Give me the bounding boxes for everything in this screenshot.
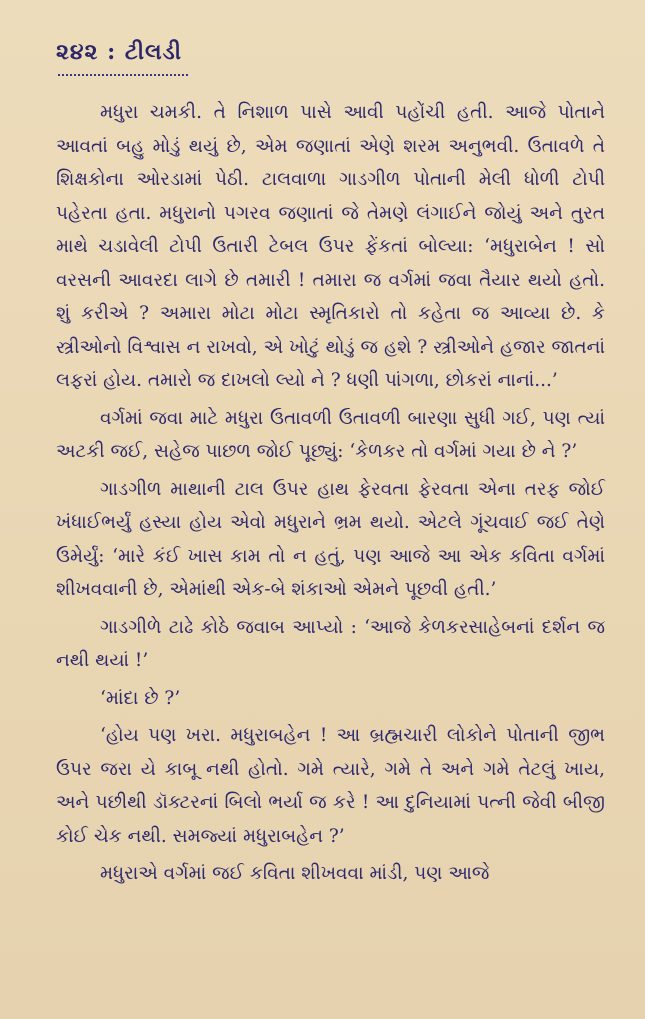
paragraph-1: મધુરા ચમકી. તે નિશાળ પાસે આવી પહોંચી હતી. આજે પોતાને આવતાં બહુ મોડું થયું છે, એમ જણાતાં એણે શરમ અનુભવી. ઉતાવળે તે શિક્ષકોના ઓરડામાં પેઠી. ટાલવાળા ગાડગીળ પોતાની મેલી ધોળી ટોપી પહેરતા હતા. મધુરાનો પગરવ જણાતાં જે તેમણે લંગાઈને જોયું અને તુરત માથે ચડાવેલી ટોપી ઉતારી ટેબલ ઉપર ફેંકતાં બોલ્યા: ‘મધુરાબેન ! સો વરસની આવરદા લાગે છે તમારી ! તમારા જ વર્ગમાં જવા તૈયાર થયો હતો. શું કરીએ ? અમારા મોટા મોટા સ્મૃતિકારો તો કહેતા જ આવ્યા છે. કે સ્ત્રીઓનો વિશ્વાસ ન રાખવો, એ ખોટું થોડું જ હશે ? સ્ત્રીઓને હજાર જાતનાં લફરાં હોય. તમારો જ દાખલો લ્યો ને ? ધણી પાંગળા, છોકરાં નાનાં...’	[56, 102, 605, 391]
paragraph-3: ગાડગીળ માથાની ટાલ ઉપર હાથ ફેરવતા ફેરવતા એના તરફ જોઈ ખંધાઈભર્યું હસ્યા હોય એવો મધુરાને ભ્રમ થયો. એટલે ગૂંચવાઈ જઈ તેણે ઉમેર્યું: ‘મારે કંઈ ખાસ કામ તો ન હતું, પણ આજે આ એક કવિતા વર્ગમાં શીખવવાની છે, એમાંથી એક-બે શંકાઓ એમને પૂછવી હતી.’	[56, 478, 605, 600]
header-underline	[58, 68, 188, 76]
page-header: ૨૪૨ : ટીલડી	[56, 39, 183, 65]
paragraph-6: ‘હોય પણ ખરા. મધુરાબહેન ! આ બ્રહ્મચારી લોકોને પોતાની જીભ ઉપર જરા યે કાબૂ નથી હોતો. ગમે ત્યારે, ગમે તે અને ગમે તેટલું ખાય, અને પછીથી ડૉક્ટરનાં બિલો ભર્યા જ કરે ! આ દુનિયામાં પત્ની જેવી બીજી કોઈ ચેક નથી. સમજ્યાં મધુરાબહેન ?’	[56, 725, 605, 847]
paragraph-2: વર્ગમાં જવા માટે મધુરા ઉતાવળી ઉતાવળી બારણા સુધી ગઈ, પણ ત્યાં અટકી જઈ, સહેજ પાછળ જોઈ પૂછ્યું: ‘કેળકર તો વર્ગમાં ગયા છે ને ?’	[56, 407, 605, 462]
body-text	[56, 96, 605, 891]
paragraph-4: ગાડગીળે ટાઢે કોઠે જવાબ આપ્યો : ‘આજે કેળકરસાહેબનાં દર્શન જ નથી થયાં !’	[56, 616, 605, 671]
paragraph-7: મધુરાએ વર્ગમાં જઈ કવિતા શીખવવા માંડી, પણ આજે	[100, 863, 490, 884]
paragraph-5: ‘માંદા છે ?’	[100, 687, 181, 709]
